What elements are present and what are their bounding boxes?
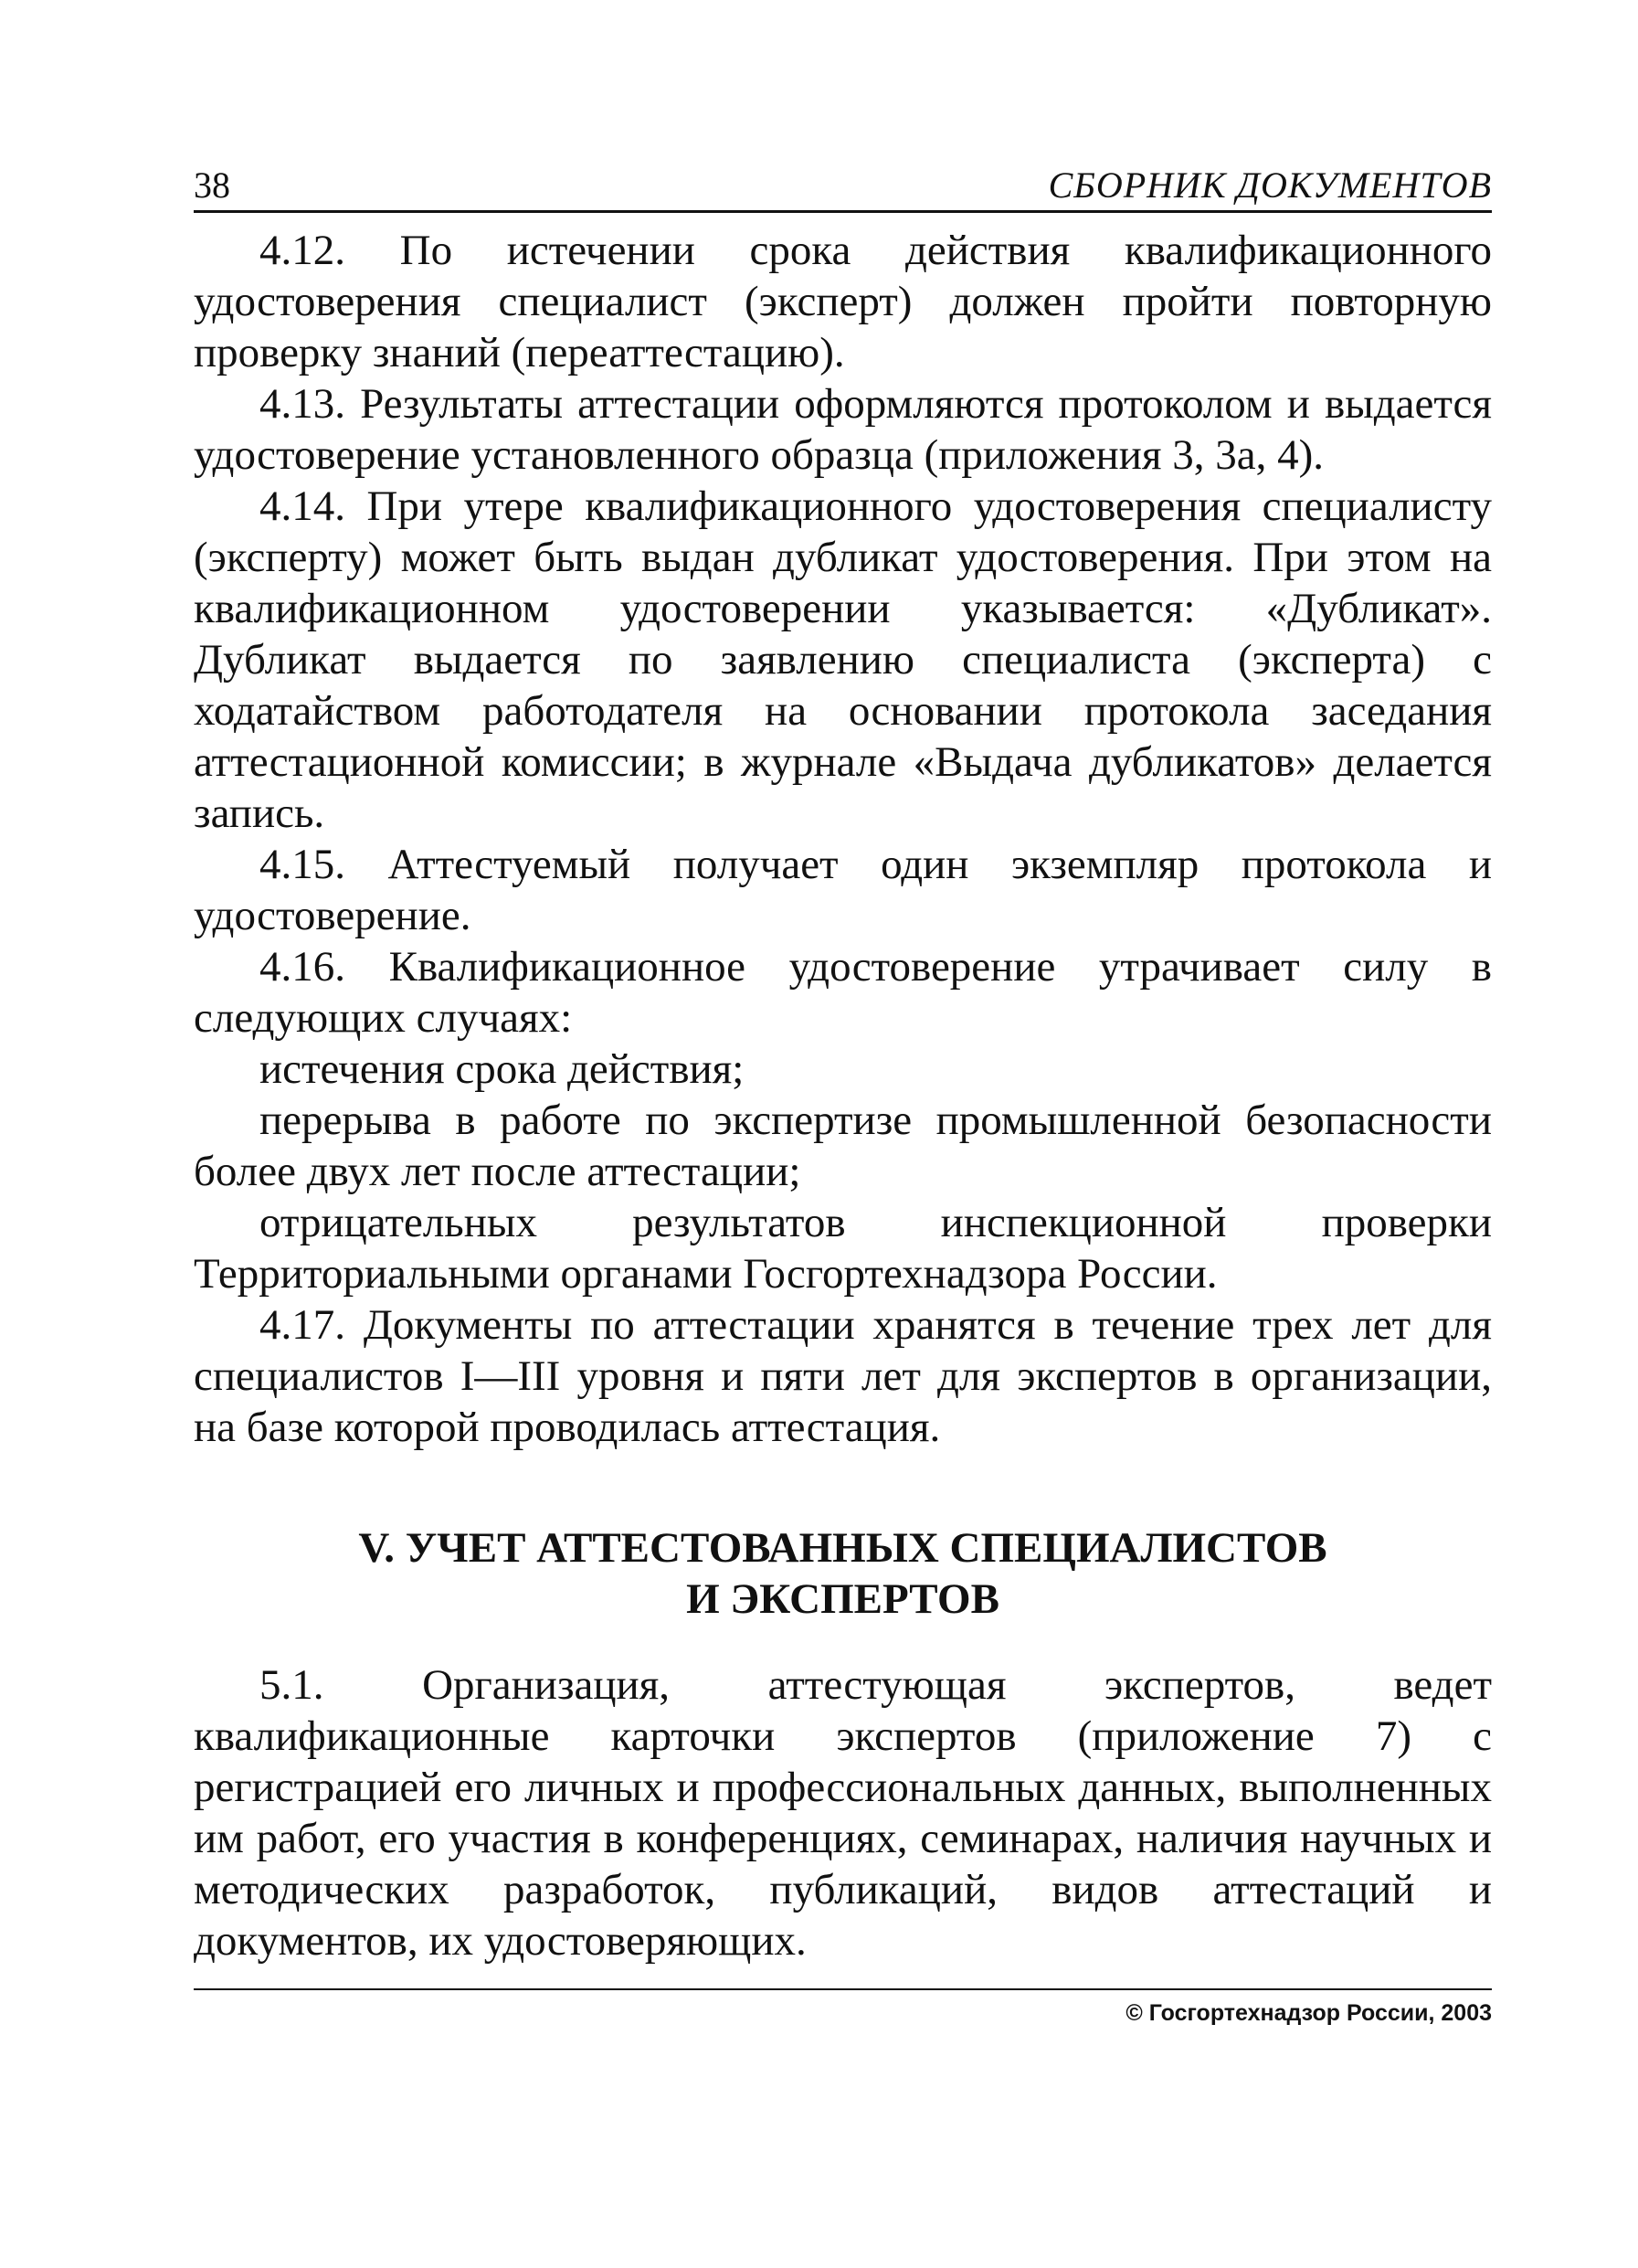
list-item-work-break: перерыва в работе по экспертизе промышленной безопасности более двух лет после аттестации; — [194, 1097, 1492, 1195]
section-5-heading-line-2: И ЭКСПЕРТОВ — [686, 1575, 999, 1623]
section-5-heading-line-1: V. УЧЕТ АТТЕСТОВАННЫХ СПЕЦИАЛИСТОВ — [358, 1524, 1327, 1572]
paragraph-4-14: 4.14. При утере квалификационного удостоверения специалисту (эксперту) может быть выдан дубликат удостоверения. При этом на квалификационном удостоверении указывается: «Дубликат». Дубликат выдается по заявлению специалиста (эксперта) с ходатайством работодателя на основании протокола заседания аттестационной комиссии; в журнале «Выдача дубликатов» делается запись. — [194, 482, 1492, 837]
header-rule — [194, 210, 1492, 213]
body-text — [194, 225, 1492, 1966]
page-header — [194, 163, 1492, 212]
paragraph-4-13: 4.13. Результаты аттестации оформляются протоколом и выдается удостоверение установленного образца (приложения 3, 3а, 4). — [194, 380, 1492, 479]
page-number: 38 — [194, 164, 230, 206]
copyright-notice: © Госгортехнадзор России, 2003 — [1125, 2000, 1492, 2026]
running-title: СБОРНИК ДОКУМЕНТОВ — [1048, 164, 1492, 206]
page-footer — [194, 1988, 1492, 2027]
paragraph-4-12: 4.12. По истечении срока действия квалификационного удостоверения специалист (эксперт) должен пройти повторную проверку знаний (переаттестацию). — [194, 227, 1492, 376]
paragraph-5-1: 5.1. Организация, аттестующая экспертов, ведет квалификационные карточки экспертов (приложение 7) с регистрацией его личных и профессиональных данных, выполненных им работ, его участия в конференциях, семинарах, наличия научных и методических разработок, публикаций, видов аттестаций и документов, их удостоверяющих. — [194, 1661, 1492, 1965]
paragraph-4-15: 4.15. Аттестуемый получает один экземпляр протокола и удостоверение. — [194, 841, 1492, 939]
section-5-heading — [194, 1522, 1492, 1625]
list-item-expiry: истечения срока действия; — [259, 1045, 745, 1093]
paragraph-4-17: 4.17. Документы по аттестации хранятся в течение трех лет для специалистов I—III уровня и пяти лет для экспертов в организации, на базе которой проводилась аттестация. — [194, 1301, 1492, 1451]
footer-rule — [194, 1988, 1492, 1990]
list-item-inspection: отрицательных результатов инспекционной проверки Территориальными органами Госгортехнадзора России. — [194, 1199, 1492, 1298]
paragraph-4-16: 4.16. Квалификационное удостоверение утрачивает силу в следующих случаях: — [194, 943, 1492, 1042]
